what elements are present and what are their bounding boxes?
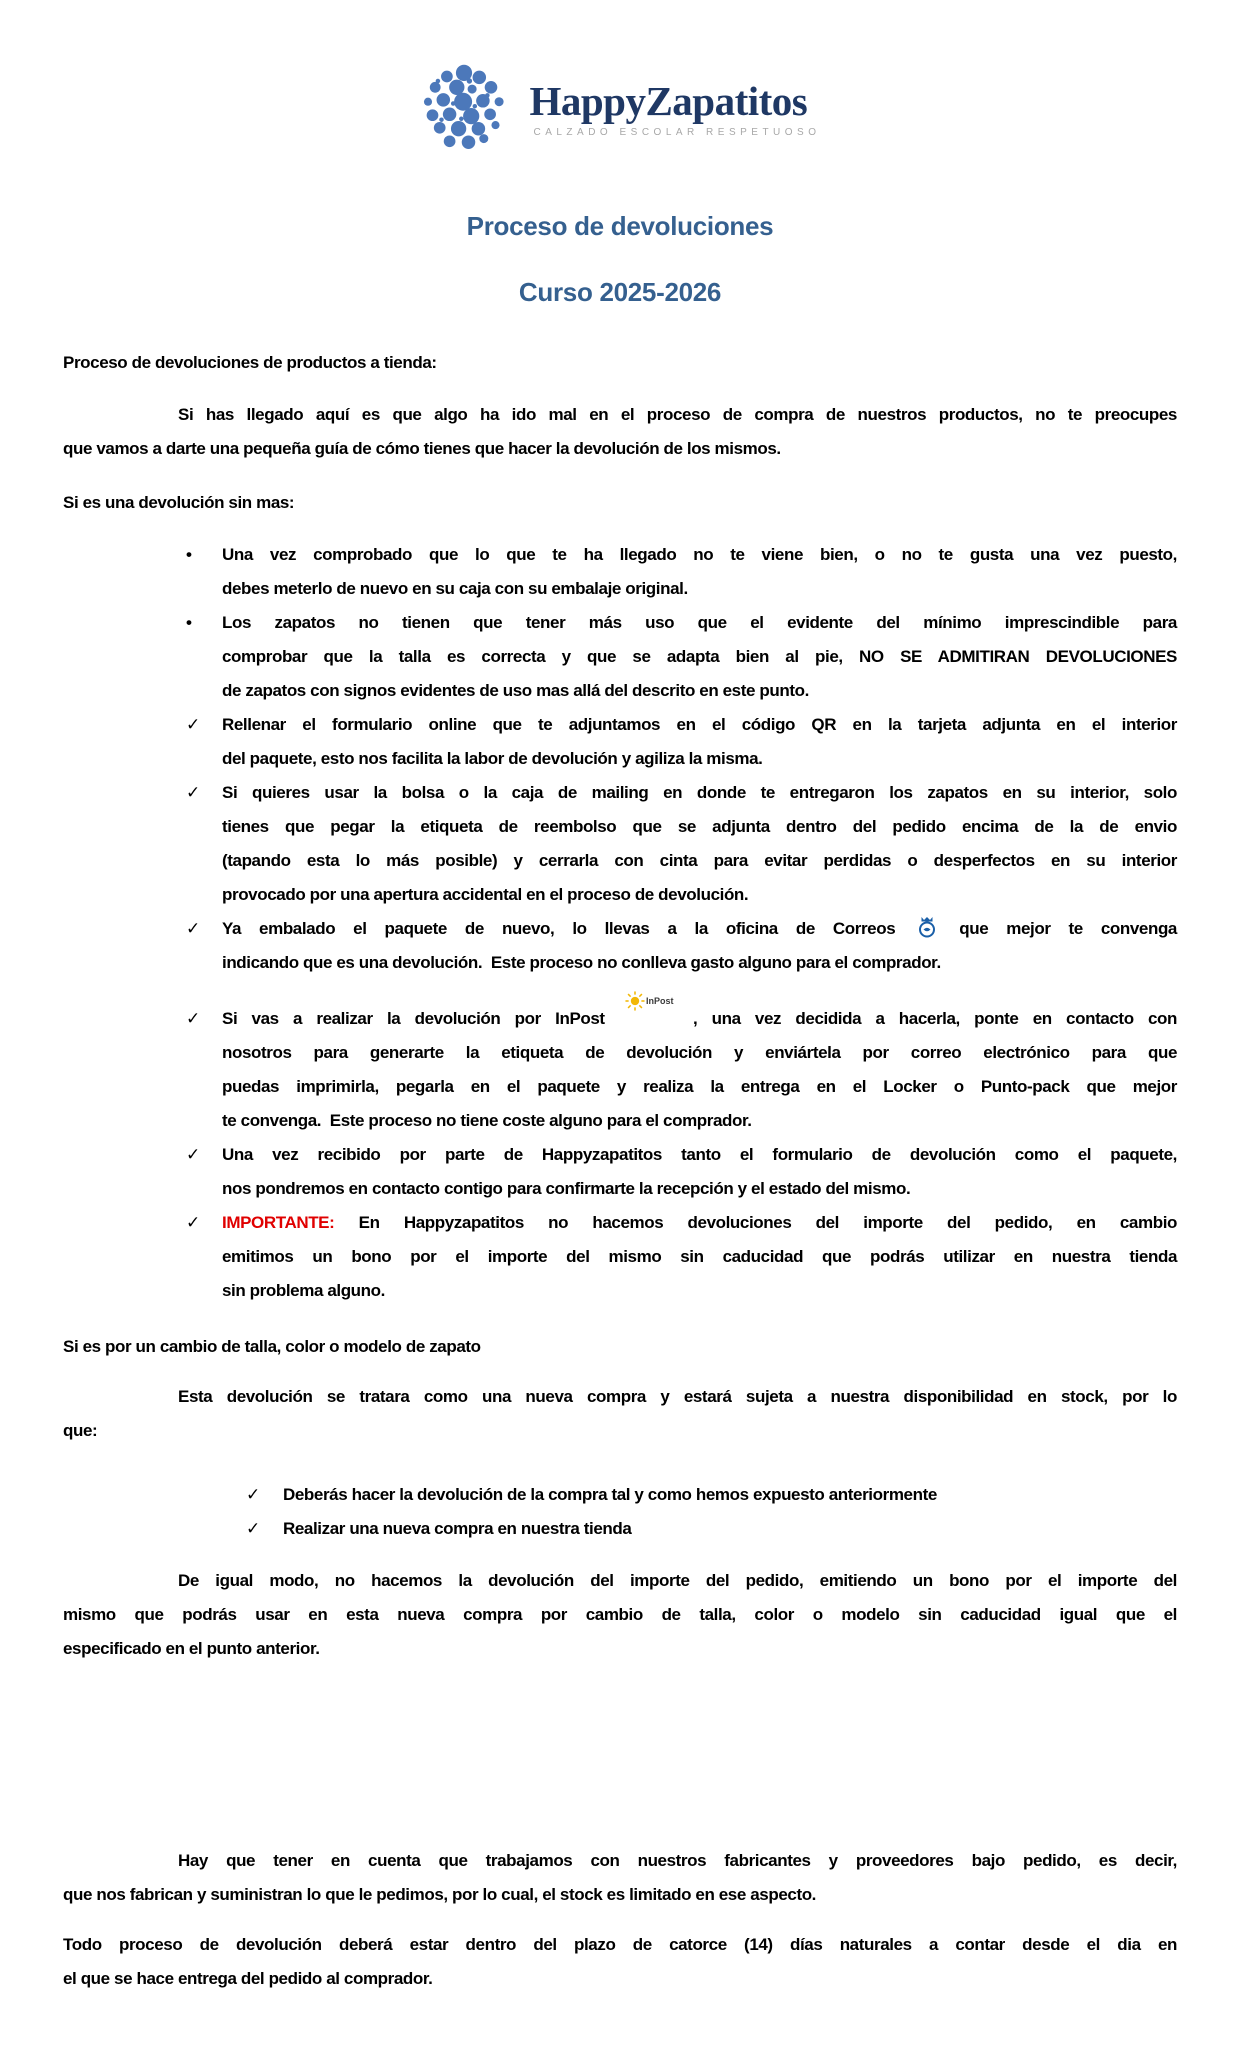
list-item-line: del paquete, esto nos facilita la labor de devolución y agiliza la misma. — [222, 749, 763, 768]
paragraph-line: Hay que tener en cuenta que trabajamos con nuestros fabricantes y proveedores bajo pedido, es decir, — [178, 1851, 1177, 1870]
list-item-line: Realizar una nueva compra en nuestra tienda — [283, 1519, 632, 1538]
list-item — [63, 606, 1177, 708]
important-label: IMPORTANTE: — [222, 1213, 335, 1232]
inpost-icon — [619, 996, 693, 1024]
paragraph-line: que nos fabrican y suministran lo que le pedimos, por lo cual, el stock es limitado en ese aspecto. — [63, 1885, 817, 1904]
list-item — [63, 996, 1177, 1138]
document-body — [63, 346, 1177, 1996]
list-item-line: Si quieres usar la bolsa o la caja de mailing en donde te entregaron los zapatos en su interior, solo — [222, 783, 1177, 802]
check-icon: ✓ — [246, 1519, 261, 1538]
paragraph-line: especificado en el punto anterior. — [63, 1639, 320, 1658]
list-item-line: Rellenar el formulario online que te adjuntamos en el código QR en la tarjeta adjunta en el interior — [222, 715, 1177, 734]
list-item-line: provocado por una apertura accidental en el proceso de devolución. — [222, 885, 749, 904]
paragraph-intro — [63, 398, 1177, 466]
list-item-text: Si vas a realizar la devolución por InPost — [222, 1009, 619, 1028]
brand-name: HappyZapatitos — [529, 77, 808, 124]
list-item-line: nosotros para generarte la etiqueta de devolución y enviártela por correo electrónico para que — [222, 1043, 1177, 1062]
list-item-line: debes meterlo de nuevo en su caja con su embalaje original. — [222, 579, 688, 598]
check-icon: ✓ — [246, 1485, 261, 1504]
list-item-line — [222, 996, 1177, 1036]
list-item — [63, 912, 1177, 980]
paragraph-line: mismo que podrás usar en esta nueva compra por cambio de talla, color o modelo sin caducidad igual que el — [63, 1605, 1177, 1624]
list-item — [63, 708, 1177, 776]
correos-icon — [913, 924, 941, 934]
list-item-line: de zapatos con signos evidentes de uso mas allá del descrito en este punto. — [222, 681, 809, 700]
list-item-important — [63, 1206, 1177, 1308]
list-item-text: En Happyzapatitos no hacemos devoluciones del importe del pedido, en cambio — [334, 1213, 1177, 1232]
list-item-line: (tapando esta lo más posible) y cerrarla con cinta para evitar perdidas o desperfectos en su interior — [222, 851, 1177, 870]
check-icon: ✓ — [186, 1009, 201, 1028]
paragraph-fabricantes — [63, 1844, 1177, 1912]
section-heading-cambio-talla: Si es por un cambio de talla, color o modelo de zapato — [63, 1337, 481, 1356]
check-icon: ✓ — [186, 1213, 201, 1232]
list-item-line: Una vez recibido por parte de Happyzapatitos tanto el formulario de devolución como el paquete, — [222, 1145, 1177, 1164]
brand-tagline: CALZADO ESCOLAR RESPETUOSO — [533, 126, 821, 138]
paragraph-line: que: — [63, 1421, 98, 1440]
section-heading-tienda: Proceso de devoluciones de productos a tienda: — [63, 353, 437, 372]
paragraph-line: Esta devolución se tratara como una nueva compra y estará sujeta a nuestra disponibilidad en stock, por lo — [178, 1387, 1177, 1406]
paragraph-line: Todo proceso de devolución deberá estar dentro del plazo de catorce (14) días naturales a contar desde el dia en — [63, 1935, 1177, 1954]
paragraph-nueva-compra — [63, 1380, 1177, 1448]
list-item-line: emitimos un bono por el importe del mismo sin caducidad que podrás utilizar en nuestra tienda — [222, 1247, 1177, 1266]
bubble-sphere-icon — [419, 63, 509, 153]
paragraph-line: que vamos a darte una pequeña guía de cómo tienes que hacer la devolución de los mismos. — [63, 439, 781, 458]
check-icon: ✓ — [186, 919, 201, 938]
list-item-line: te convenga. Este proceso no tiene coste alguno para el comprador. — [222, 1111, 752, 1130]
list-item-line — [222, 1206, 1177, 1240]
paragraph-de-igual-modo — [63, 1564, 1177, 1666]
paragraph-line: Si has llegado aquí es que algo ha ido mal en el proceso de compra de nuestros productos, no te preocupes — [178, 405, 1177, 424]
section-heading-devolucion-sin-mas: Si es una devolución sin mas: — [63, 493, 295, 512]
list-item-line: Una vez comprobado que lo que te ha llegado no te viene bien, o no te gusta una vez puesto, — [222, 545, 1177, 564]
list-item-line: puedas imprimirla, pegarla en el paquete y realiza la entrega en el Locker o Punto-pack que mejor — [222, 1077, 1177, 1096]
list-item — [63, 776, 1177, 912]
check-icon: ✓ — [186, 1145, 201, 1164]
list-item-text: que mejor te convenga — [941, 919, 1177, 938]
paragraph-plazo — [63, 1928, 1177, 1996]
paragraph-line: el que se hace entrega del pedido al comprador. — [63, 1969, 433, 1988]
list-item-line: nos pondremos en contacto contigo para confirmarte la recepción y el estado del mismo. — [222, 1179, 911, 1198]
paragraph-line: De igual modo, no hacemos la devolución del importe del pedido, emitiendo un bono por el importe del — [178, 1571, 1177, 1590]
list-item-line: tienes que pegar la etiqueta de reembolso que se adjunta dentro del pedido encima de la de envio — [222, 817, 1177, 836]
course-subtitle: Curso 2025-2026 — [518, 277, 722, 307]
bullet-icon: • — [186, 545, 192, 564]
list-item-line: Los zapatos no tienen que tener más uso que el evidente del mínimo imprescindible para — [222, 613, 1177, 632]
logo-text — [529, 79, 820, 138]
list-item-line: indicando que es una devolución. Este proceso no conlleva gasto alguno para el comprador. — [222, 953, 941, 972]
check-icon: ✓ — [186, 783, 201, 802]
list-item-text: , una vez decidida a hacerla, ponte en contacto con — [692, 1009, 1177, 1028]
list-item-line: Deberás hacer la devolución de la compra tal y como hemos expuesto anteriormente — [283, 1485, 937, 1504]
inpost-label: InPost — [645, 996, 674, 1006]
list-item — [63, 538, 1177, 606]
logo — [0, 0, 1240, 154]
list-item-line: comprobar que la talla es correcta y que se adapta bien al pie, NO SE ADMITIRAN DEVOLUCIONES — [222, 647, 1177, 666]
list-item-text: Ya embalado el paquete de nuevo, lo llevas a la oficina de Correos — [222, 919, 914, 938]
list-item — [63, 1512, 1177, 1546]
list-item-line — [222, 912, 1177, 946]
check-icon: ✓ — [186, 715, 201, 734]
list-item — [63, 1478, 1177, 1512]
list-item-line: sin problema alguno. — [222, 1281, 385, 1300]
list-item — [63, 1138, 1177, 1206]
bullet-icon: • — [186, 613, 192, 632]
page-title: Proceso de devoluciones — [466, 211, 774, 241]
